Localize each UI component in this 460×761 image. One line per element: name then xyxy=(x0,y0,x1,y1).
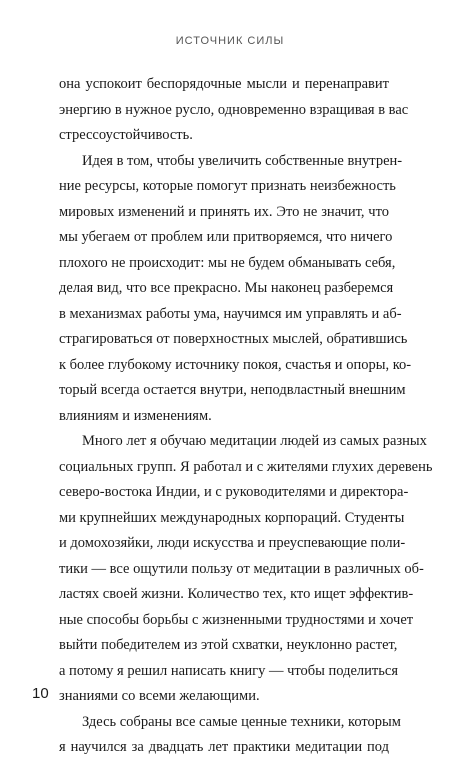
text-line: тики — все ощутили пользу от медитации в различных об- xyxy=(59,560,424,577)
text-line: к более глубокому источнику покоя, счастья и опоры, ко- xyxy=(59,356,412,373)
text-line: социальных групп. Я работал и с жителями глухих деревень xyxy=(59,458,433,475)
text-line: мы убегаем от проблем или притворяемся, что ничего xyxy=(59,229,393,245)
text-line: ние ресурсы, которые помогут признать неизбежность xyxy=(59,178,396,194)
page-number: 10 xyxy=(32,685,49,702)
text-line: в механизмах работы ума, научимся им управлять и аб- xyxy=(59,305,402,322)
text-line: влияниям и изменениям. xyxy=(59,407,212,424)
text-line: северо-востока Индии, и с руководителями и директора- xyxy=(59,484,409,500)
text-line: плохого не происходит: мы не будем обманывать себя, xyxy=(59,254,396,271)
text-line: а потому я решил написать книгу — чтобы поделиться xyxy=(59,662,398,679)
body-text xyxy=(59,72,433,761)
text-line: энергию в нужное русло, одновременно взращивая в вас xyxy=(59,101,409,118)
text-line: она успокоит беспорядочные мысли и перенаправит xyxy=(59,76,389,92)
text-line: я научился за двадцать лет практики медитации под xyxy=(59,739,389,755)
text-line: ми крупнейших международных корпораций. Студенты xyxy=(59,509,405,526)
running-head: ИСТОЧНИК СИЛЫ xyxy=(175,35,285,47)
text-line: Здесь собраны все самые ценные техники, которым xyxy=(82,713,401,730)
text-line: делая вид, что все прекрасно. Мы наконец разберемся xyxy=(59,280,394,296)
text-line: ные способы борьбы с жизненными трудностями и хочет xyxy=(59,611,414,628)
text-line: страгироваться от поверхностных мыслей, обратившись xyxy=(59,331,408,347)
text-line: мировых изменений и принять их. Это не значит, что xyxy=(59,203,389,220)
text-line: ластях своей жизни. Количество тех, кто ищет эффектив- xyxy=(59,586,414,602)
text-line: выйти победителем из этой схватки, неуклонно растет, xyxy=(59,637,398,653)
text-line: стрессоустойчивость. xyxy=(59,127,193,143)
text-line: знаниями со всеми желающими. xyxy=(59,688,260,704)
text-line: Идея в том, чтобы увеличить собственные внутрен- xyxy=(82,152,403,169)
text-line: Много лет я обучаю медитации людей из самых разных xyxy=(82,433,427,449)
text-line: и домохозяйки, люди искусства и преуспевающие поли- xyxy=(59,535,406,551)
text-line: торый всегда остается внутри, неподвластный внешним xyxy=(59,382,406,398)
